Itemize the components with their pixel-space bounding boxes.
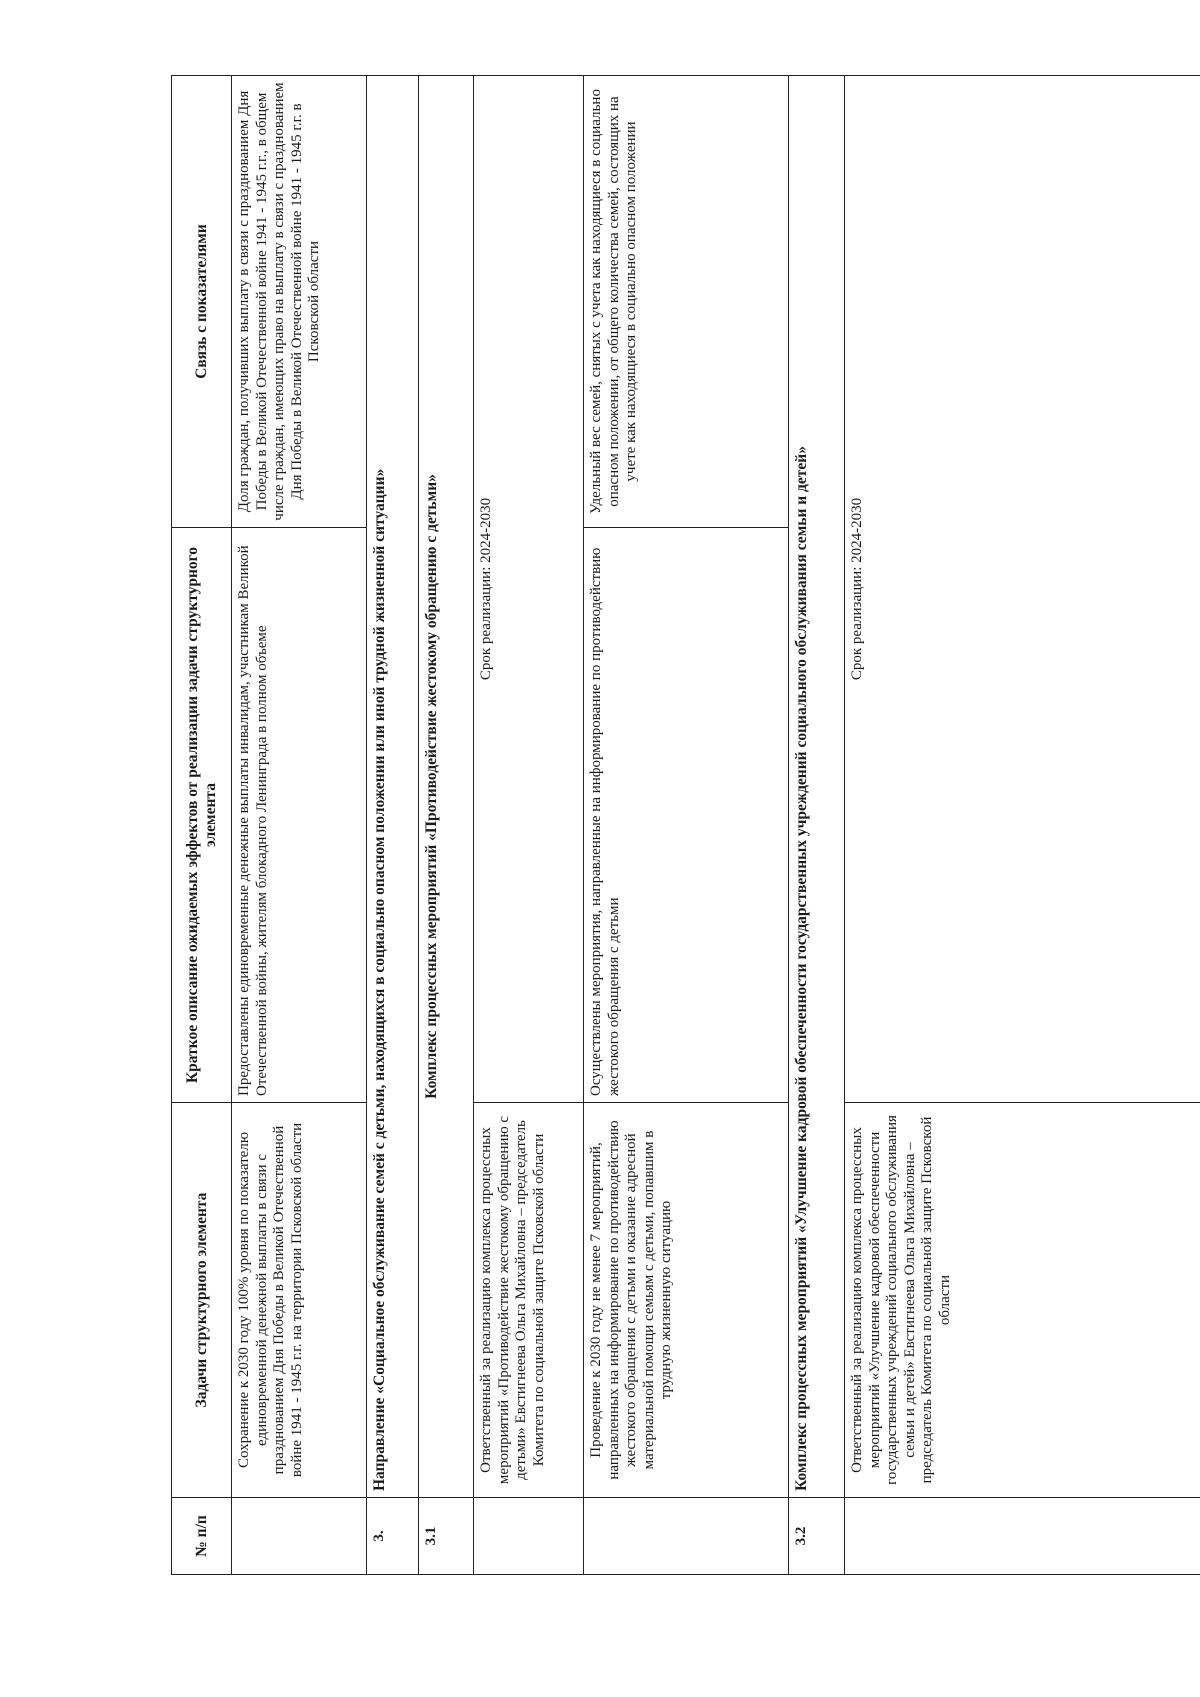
rotated-document-page [171,76,1200,1575]
section-title: Комплекс процессных мероприятий «Улучшение кадровой обеспеченности государственных учреждений социального обслуживания семьи и детей» [789,76,845,1498]
structural-elements-table [171,75,1200,1575]
task-cell: Проведение к 2030 году не менее 7 мероприятий, направленных на информирование по противодействию жестокого обращения с детьми и оказание адресной материальной помощи семьям с детьми, попавшим в трудную жизненную ситуацию [584,1103,789,1498]
section-number: 3.2 [789,1498,845,1575]
row-number-cell [584,1498,789,1575]
header-number: № п/п [172,1498,232,1575]
table-row [584,76,789,1575]
implementation-term-cell: Срок реализации: 2024-2030 [845,76,1200,1103]
header-task: Задачи структурного элемента [172,1103,232,1498]
row-number-cell [474,1498,584,1575]
description-cell: Осуществлены мероприятия, направленные на информирование по противодействию жестокого обращения с детьми [584,528,789,1103]
section-row-3-2 [789,76,845,1575]
table-header-row [172,76,232,1575]
section-row-3-1 [419,76,474,1575]
indicator-link-cell: Доля граждан, получивших выплату в связи с празднованием Дня Победы в Великой Отечественной войне 1941 - 1945 г.г., в общем числе граждан, имеющих право на выплату в связи с празднованием Дня Победы в Великой Отечественной войне 1941 - 1945 г.г. в Псковской области [232,76,367,528]
header-description: Краткое описание ожидаемых эффектов от реализации задачи структурного элемента [172,528,232,1103]
section-title: Направление «Социальное обслуживание семей с детьми, находящихся в социально опасном положении или иной трудной жизненной ситуации» [367,76,419,1498]
section-number: 3.1 [419,1498,474,1575]
task-cell: Сохранение к 2030 году 100% уровня по показателю единовременной денежной выплаты в связи с празднованием Дня Победы в Великой Отечественной войне 1941 - 1945 г.г. на территории Псковской области [232,1103,367,1498]
indicator-link-cell: Удельный вес семей, снятых с учета как находящиеся в социально опасном положении, от общего количества семей, состоящих на учете как находящиеся в социально опасном положении [584,76,789,528]
responsible-person-cell: Ответственный за реализацию комплекса процессных мероприятий «Противодействие жестокому обращению с детьми» Евстигнеева Ольга Михайловна – председатель Комитета по социальной защите Псковской области [474,1103,584,1498]
row-number-cell [845,1498,1200,1575]
section-number: 3. [367,1498,419,1575]
description-cell: Предоставлены единовременные денежные выплаты инвалидам, участникам Великой Отечественной войны, жителям блокадного Ленинграда в полном объеме [232,528,367,1103]
row-number-cell [232,1498,367,1575]
responsible-row-3-2 [845,76,1200,1575]
responsible-row-3-1 [474,76,584,1575]
section-title: Комплекс процессных мероприятий «Противодействие жестокому обращению с детьми» [419,76,474,1498]
table-row [232,76,367,1575]
header-indicator-link: Связь с показателями [172,76,232,528]
responsible-person-cell: Ответственный за реализацию комплекса процессных мероприятий «Улучшение кадровой обеспеченности государственных учреждений социального обслуживания семьи и детей» Евстигнеева Ольга Михайловна – председатель Комитета по социальной защите Псковской области [845,1103,1200,1498]
implementation-term-cell: Срок реализации: 2024-2030 [474,76,584,1103]
section-row-3 [367,76,419,1575]
